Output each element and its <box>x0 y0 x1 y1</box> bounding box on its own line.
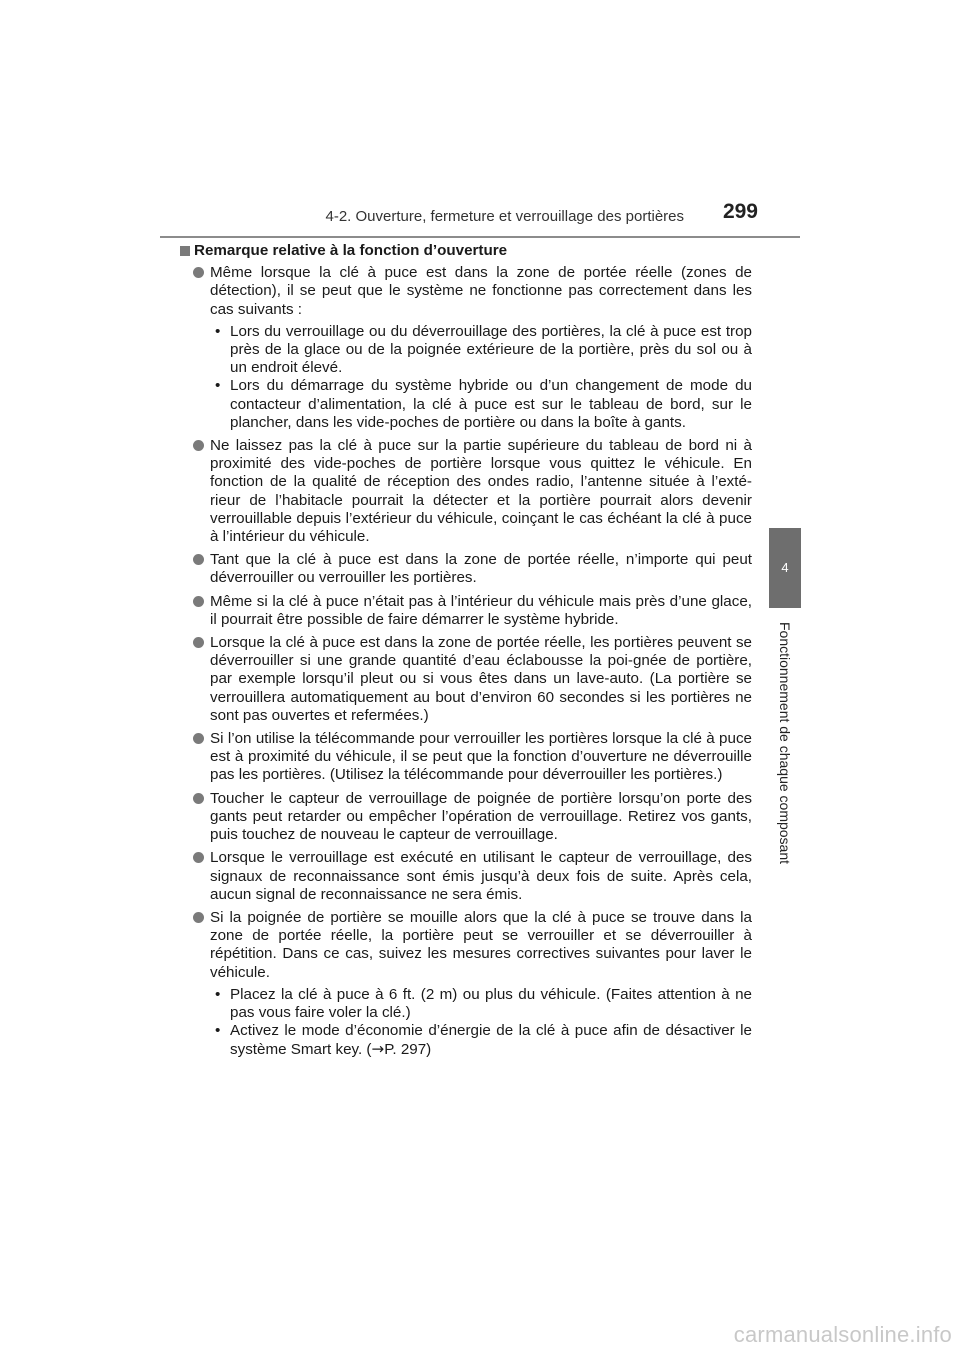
sub-list-item-text: Lors du démarrage du système hybride ou d’un changement de mode du contacteur d’alimentation, la clé à puce est sur le tableau de bord, sur le plancher, dans les vide-poches de portière ou dans la boîte à gants. <box>230 377 752 431</box>
list-item-text: Même si la clé à puce n’était pas à l’intérieur du véhicule mais près d’une glace, il pourrait être possible de faire démarrer le système hybride. <box>210 592 752 628</box>
list-item <box>193 909 752 1060</box>
circle-bullet-icon <box>193 596 204 607</box>
square-bullet-icon <box>180 246 190 256</box>
list-item <box>193 593 752 629</box>
circle-bullet-icon <box>193 852 204 863</box>
sub-list-item-text: Placez la clé à puce à 6 ft. (2 m) ou plus du véhicule. (Faites attention à ne pas vous faire voler la clé.) <box>230 985 752 1021</box>
circle-bullet-icon <box>193 637 204 648</box>
sub-list-item <box>210 377 752 432</box>
list-item-text: Toucher le capteur de verrouillage de poignée de portière lorsqu’on porte des gants peut retarder ou empêcher l’opération de verrouillage. Retirez vos gants, puis touchez de nouveau le capteur de verrouillage. <box>210 789 752 844</box>
list-item <box>193 264 752 432</box>
sub-bullet-icon: • <box>215 322 221 340</box>
section-heading <box>180 242 752 260</box>
page-reference-link[interactable]: P. 297) <box>384 1041 432 1059</box>
list-item-text: Lorsque le verrouillage est exécuté en utilisant le capteur de verrouillage, des signaux de reconnaissance sont émis jusqu’à deux fois de suite. Après cela, aucun signal de reconnaissance ne sera émis. <box>210 849 752 903</box>
sub-bullet-icon: • <box>215 1022 221 1040</box>
circle-bullet-icon <box>193 267 204 278</box>
sub-list-item-text: Activez le mode d’économie d’énergie de la clé à puce afin de désactiver le système Smart key. ( <box>230 1022 752 1059</box>
list-item <box>193 437 752 546</box>
side-tab-title-text: Fonctionnement de chaque composant <box>777 621 793 865</box>
list-item <box>193 790 752 845</box>
page-number: 299 <box>722 200 758 223</box>
arrow-right-icon: → <box>371 1040 385 1059</box>
circle-bullet-icon <box>193 554 204 565</box>
section-heading-text: Remarque relative à la fonction d’ouverture <box>194 242 508 259</box>
sub-list-item-text: Lors du verrouillage ou du déverrouillage des portières, la clé à puce est trop près de la glace ou de la poignée extérieure de la portière, près du sol ou à un endroit élevé. <box>230 322 752 377</box>
sub-bullet-icon: • <box>215 377 221 395</box>
list-item-text: Ne laissez pas la clé à puce sur la partie supérieure du tableau de bord ni à proximité des vide-poches de portière lorsque vous quittez le véhicule. En fonction de la qualité de réception des ondes radio, l’antenne située à l’exté-rieur de l’habitacle pourrait la détecter et la portière pourrait alors devenir verrouillable depuis l’extérieur du véhicule, coinçant le cas échéant la clé à puce à l’intérieur du véhicule. <box>210 437 752 546</box>
circle-bullet-icon <box>193 912 204 923</box>
side-tab-chapter-title <box>769 608 801 878</box>
side-tab-chapter-number: 4 <box>769 528 801 608</box>
list-item-text: Tant que la clé à puce est dans la zone de portée réelle, n’importe qui peut déverrouiller ou verrouiller les portières. <box>210 551 752 587</box>
list-item-text: Lorsque la clé à puce est dans la zone de portée réelle, les portières peuvent se déverrouiller si une grande quantité d’eau éclabousse la poi-gnée de portière, par exemple lorsqu’il pleut ou si vous êtes dans un lave-auto. (La portière se verrouillera automatiquement au bout d’environ 60 secondes si les portières ne sont pas ouvertes et refermées.) <box>210 634 752 724</box>
main-content <box>194 242 752 1065</box>
list-item <box>193 730 752 785</box>
circle-bullet-icon <box>193 793 204 804</box>
sub-list <box>210 986 752 1060</box>
sub-list <box>210 323 752 432</box>
header-section-title: 4-2. Ouverture, fermeture et verrouillage des portières <box>325 208 684 225</box>
sub-bullet-icon: • <box>215 985 221 1003</box>
sub-list-item <box>210 986 752 1022</box>
list-item <box>193 551 752 587</box>
list-item-text: Même lorsque la clé à puce est dans la zone de portée réelle (zones de détection), il se peut que le système ne fonctionne pas correctement dans les cas suivants : <box>210 264 752 318</box>
watermark: carmanualsonline.info <box>733 1322 952 1347</box>
sub-list-item <box>210 323 752 378</box>
list-item-text: Si la poignée de portière se mouille alors que la clé à puce se trouve dans la zone de portée réelle, la portière peut se verrouiller et se déverrouiller à répétition. Dans ce cas, suivez les mesures correctives suivantes pour laver le véhicule. <box>210 908 752 981</box>
circle-bullet-icon <box>193 733 204 744</box>
circle-bullet-icon <box>193 440 204 451</box>
page-header <box>160 200 800 238</box>
sub-list-item <box>210 1022 752 1059</box>
list-item-text: Si l’on utilise la télécommande pour verrouiller les portières lorsque la clé à puce est à proximité du véhicule, il se peut que la fonction d’ouverture ne déverrouille pas les portières. (Utilisez la télécommande pour déverrouiller les portières.) <box>210 730 752 784</box>
list-item <box>193 634 752 725</box>
list-item <box>193 849 752 904</box>
